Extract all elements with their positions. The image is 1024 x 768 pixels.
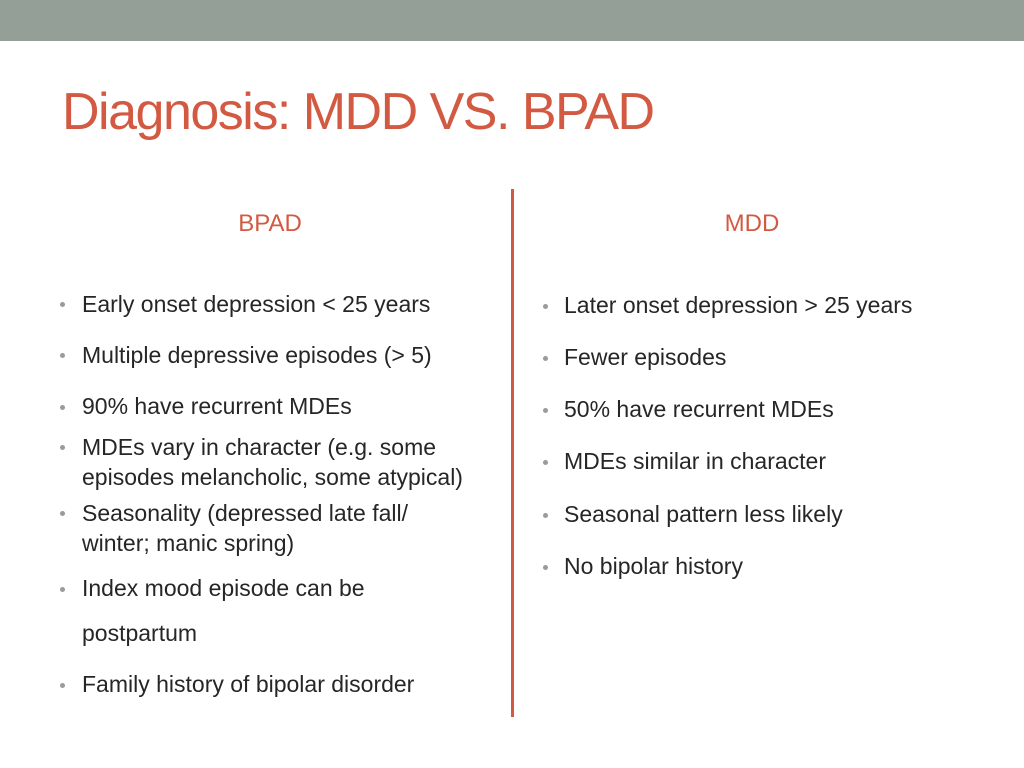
bpad-item-seasonality-line1: Seasonality (depressed late fall/ [82,500,409,526]
mdd-item-seasonal: Seasonal pattern less likely [564,501,843,527]
bpad-item-index-line1: Index mood episode can be [82,575,365,601]
mdd-item-recurrent: 50% have recurrent MDEs [564,396,834,422]
bullet-dot [60,445,65,450]
bpad-item-index-line2: postpartum [82,620,198,646]
mdd-item-onset: Later onset depression > 25 years [564,292,913,318]
bullet-dot [543,565,548,570]
bullet-dot [60,587,65,592]
bpad-item-recurrent: 90% have recurrent MDEs [82,393,352,419]
bpad-item-seasonality-line2: winter; manic spring) [82,530,295,556]
bullet-dot [60,683,65,688]
bpad-item-family-history: Family history of bipolar disorder [82,671,415,697]
bullet-dot [543,513,548,518]
bullet-dot [60,405,65,410]
mdd-item-character: MDEs similar in character [564,448,826,474]
slide-title: Diagnosis: MDD VS. BPAD [62,83,654,141]
bpad-item-episodes: Multiple depressive episodes (> 5) [82,342,432,368]
bullet-dot [60,511,65,516]
mdd-item-bipolar-history: No bipolar history [564,553,743,579]
mdd-column-heading: MDD [724,210,780,237]
mdd-item-episodes: Fewer episodes [564,344,727,370]
bpad-item-character-line2: episodes melancholic, some atypical) [82,464,463,490]
bullet-dot [543,304,548,309]
bpad-item-character-line1: MDEs vary in character (e.g. some [82,434,437,460]
bullet-dot [543,356,548,361]
bpad-item-onset: Early onset depression < 25 years [82,291,431,317]
column-divider [511,189,514,717]
bpad-column-heading: BPAD [238,210,302,237]
bullet-dot [60,302,65,307]
top-bar [0,0,1024,41]
bullet-dot [60,353,65,358]
bullet-dot [543,408,548,413]
bullet-dot [543,460,548,465]
